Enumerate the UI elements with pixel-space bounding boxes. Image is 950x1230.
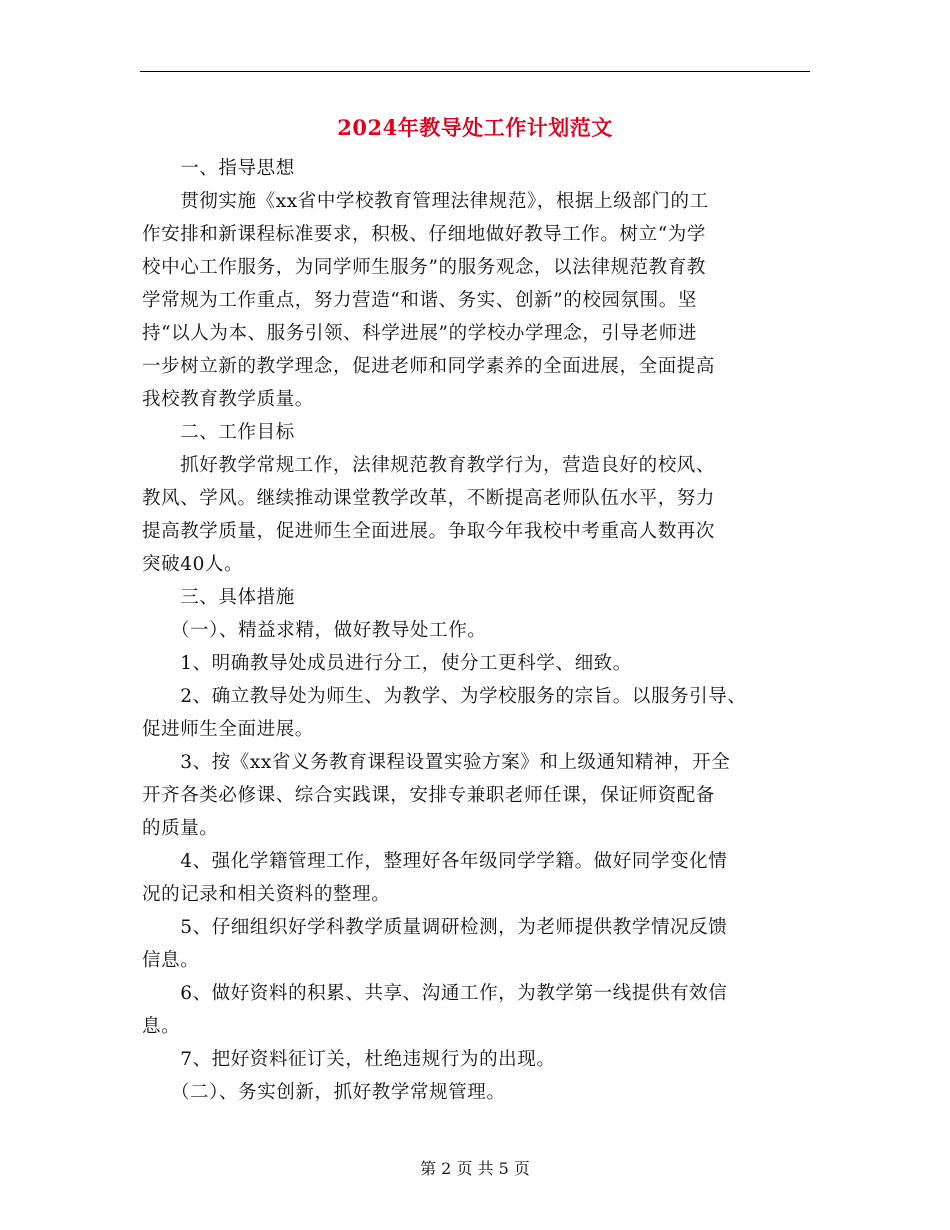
body-line: 息。 — [142, 1016, 181, 1037]
body-line: 突破40人。 — [142, 554, 244, 575]
body-line: 2、确立教导处为师生、为教学、为学校服务的宗旨。以服务引导、 — [142, 686, 747, 707]
body-line: 信息。 — [142, 950, 200, 971]
body-line: 作安排和新课程标准要求，积极、仔细地做好教导工作。树立“为学 — [142, 224, 706, 245]
header-rule — [140, 71, 810, 72]
body-line: 一、指导思想 — [142, 158, 295, 179]
body-line: 况的记录和相关资料的整理。 — [142, 884, 391, 905]
body-line: 抓好教学常规工作，法律规范教育教学行为，营造良好的校风、 — [142, 455, 716, 476]
document-title: 2024年教导处工作计划范文 — [337, 115, 613, 140]
body-line: 6、做好资料的积累、共享、沟通工作，为教学第一线提供有效信 — [142, 983, 728, 1004]
page-footer: 第 2 页 共 5 页 — [420, 1159, 530, 1178]
body-line: 我校教育教学质量。 — [142, 389, 314, 410]
body-line: 三、具体措施 — [142, 587, 295, 608]
body-line: 的质量。 — [142, 818, 219, 839]
body-line: 3、按《xx省义务教育课程设置实验方案》和上级通知精神，开全 — [142, 752, 731, 773]
body-line: 二、工作目标 — [142, 422, 295, 443]
body-line: 7、把好资料征订关，杜绝违规行为的出现。 — [142, 1049, 556, 1070]
body-line: （一）、精益求精，做好教导处工作。 — [142, 620, 487, 641]
body-line: （二）、务实创新，抓好教学常规管理。 — [142, 1082, 506, 1103]
body-line: 促进师生全面进展。 — [142, 719, 314, 740]
body-line: 4、强化学籍管理工作，整理好各年级同学学籍。做好同学变化情 — [142, 851, 728, 872]
body-line: 学常规为工作重点，努力营造“和谐、务实、创新”的校园氛围。坚 — [142, 290, 697, 311]
body-line: 开齐各类必修课、综合实践课，安排专兼职老师任课，保证师资配备 — [142, 785, 716, 806]
body-line: 教风、学风。继续推动课堂教学改革，不断提高老师队伍水平，努力 — [142, 488, 716, 509]
body-line: 贯彻实施《xx省中学校教育管理法律规范》，根据上级部门的工 — [142, 191, 709, 212]
body-line: 1、明确教导处成员进行分工，使分工更科学、细致。 — [142, 653, 632, 674]
body-line: 提高教学质量，促进师生全面进展。争取今年我校中考重高人数再次 — [142, 521, 716, 542]
body-line: 持“以人为本、服务引领、科学进展”的学校办学理念，引导老师进 — [142, 323, 697, 344]
body-line: 一步树立新的教学理念，促进老师和同学素养的全面进展，全面提高 — [142, 356, 716, 377]
body-line: 校中心工作服务，为同学师生服务”的服务观念，以法律规范教育教 — [142, 257, 706, 278]
body-line: 5、仔细组织好学科教学质量调研检测，为老师提供教学情况反馈 — [142, 917, 728, 938]
